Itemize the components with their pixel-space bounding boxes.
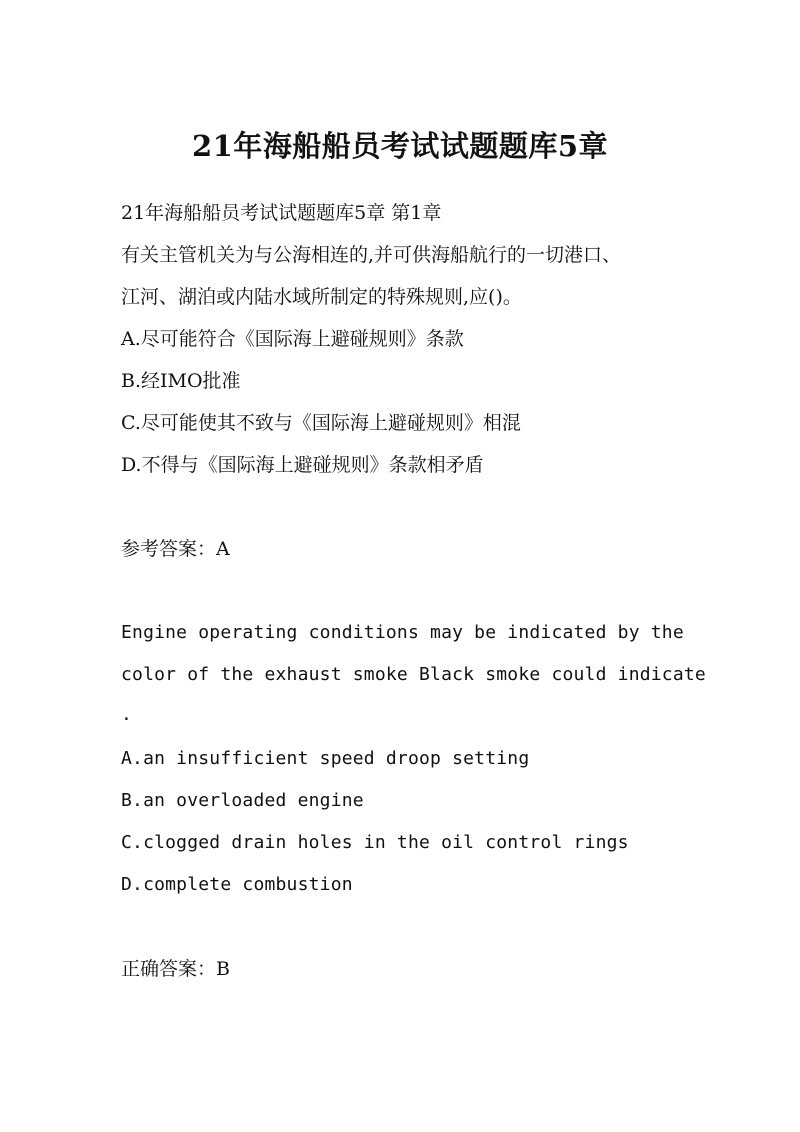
chapter-heading: 21年海船船员考试试题题库5章 第1章	[121, 202, 442, 224]
question-1-option-c: C.尽可能使其不致与《国际海上避碰规则》相混	[121, 412, 521, 434]
question-2-option-c: C.clogged drain holes in the oil control rings	[121, 832, 629, 853]
question-1-option-b: B.经IMO批准	[121, 370, 241, 392]
question-2-option-a: A.an insufficient speed droop setting	[121, 748, 530, 769]
question-2-option-b: B.an overloaded engine	[121, 790, 364, 811]
question-1-answer: 参考答案：A	[121, 538, 230, 560]
question-1-stem-line-1: 有关主管机关为与公海相连的,并可供海船航行的一切港口、	[121, 244, 622, 266]
document-title: 21年海船船员考试试题题库5章	[191, 129, 609, 163]
question-2-answer: 正确答案：B	[121, 958, 230, 980]
question-1-option-a: A.尽可能符合《国际海上避碰规则》条款	[121, 328, 464, 350]
question-2-stem-line-3: .	[121, 704, 133, 725]
question-2-stem-line-1: Engine operating conditions may be indicated by the	[121, 622, 684, 643]
question-1-option-d: D.不得与《国际海上避碰规则》条款相矛盾	[121, 454, 484, 476]
question-2-option-d: D.complete combustion	[121, 874, 353, 895]
question-2-stem-line-2: color of the exhaust smoke Black smoke could indicate	[121, 664, 706, 685]
question-1-stem-line-2: 江河、湖泊或内陆水域所制定的特殊规则,应()。	[121, 286, 522, 308]
